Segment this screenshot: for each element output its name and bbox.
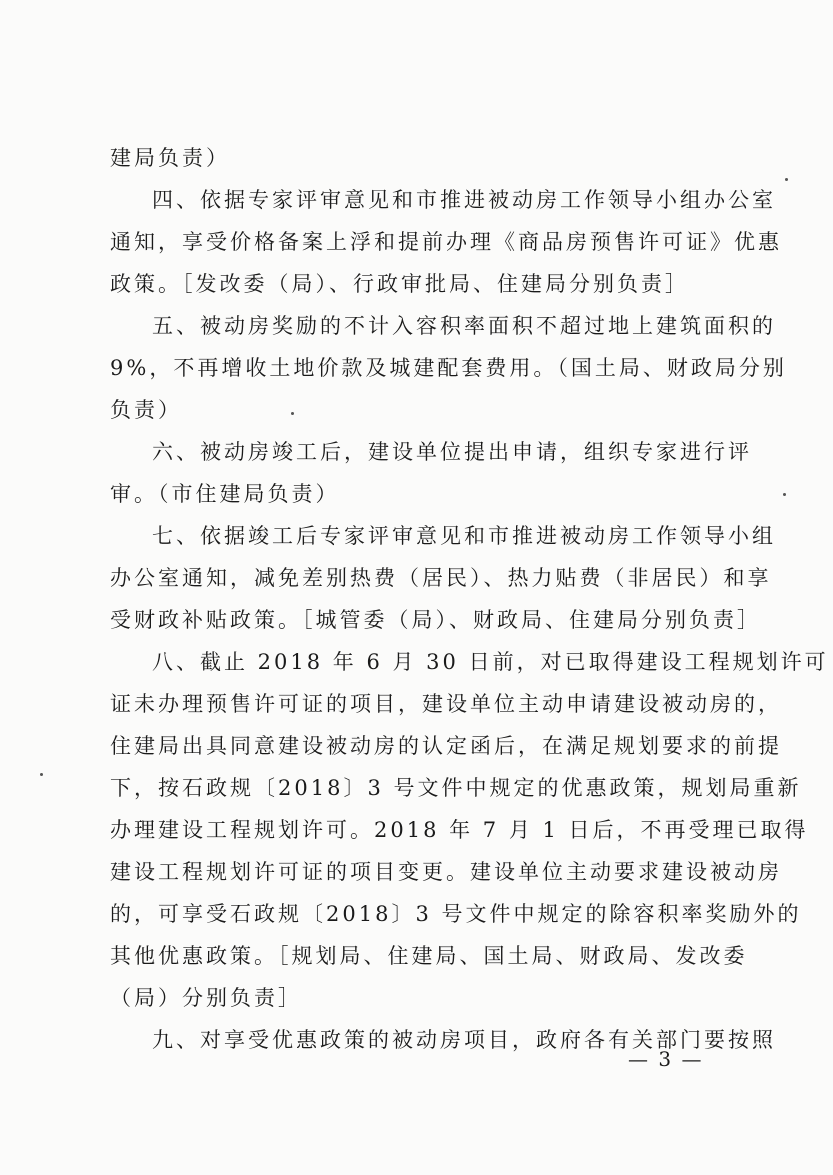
text-line-15: 住建局出具同意建设被动房的认定函后，在满足规划要求的前提 <box>110 734 782 758</box>
text-line-12: 受财政补贴政策。［城管委（局）、财政局、住建局分别负责］ <box>110 608 761 632</box>
text-line-21: （局）分别负责］ <box>110 986 302 1010</box>
text-line-17: 办理建设工程规划许可。2018 年 7 月 1 日后，不再受理已取得 <box>110 818 809 842</box>
scan-speck <box>40 773 43 776</box>
scan-speck <box>783 493 786 496</box>
page-number: — 3 — <box>628 1047 704 1071</box>
text-line-1: 建局负责） <box>110 146 230 170</box>
text-line-20: 其他优惠政策。［规划局、住建局、国土局、财政局、发改委 <box>110 944 748 968</box>
text-line-16: 下，按石政规〔2018〕3 号文件中规定的优惠政策，规划局重新 <box>110 776 802 800</box>
text-line-10: 七、依据竣工后专家评审意见和市推进被动房工作领导小组 <box>152 524 776 548</box>
text-line-22: 九、对享受优惠政策的被动房项目，政府各有关部门要按照 <box>152 1028 776 1052</box>
text-line-19: 的，可享受石政规〔2018〕3 号文件中规定的除容积率奖励外的 <box>110 902 802 926</box>
scan-speck <box>785 178 788 181</box>
text-line-5: 五、被动房奖励的不计入容积率面积不超过地上建筑面积的 <box>152 314 776 338</box>
text-line-18: 建设工程规划许可证的项目变更。建设单位主动要求建设被动房 <box>110 860 782 884</box>
text-line-2: 四、依据专家评审意见和市推进被动房工作领导小组办公室 <box>152 188 776 212</box>
text-line-7: 负责） <box>110 398 182 422</box>
text-line-8: 六、被动房竣工后，建设单位提出申请，组织专家进行评 <box>152 440 752 464</box>
text-line-6: 9%，不再增收土地价款及城建配套费用。（国土局、财政局分别 <box>110 356 787 380</box>
text-line-9: 审。（市住建局负责） <box>110 482 340 506</box>
text-line-3: 通知，享受价格备案上浮和提前办理《商品房预售许可证》优惠 <box>110 230 782 254</box>
scan-speck <box>291 412 294 415</box>
text-line-13: 八、截止 2018 年 6 月 30 日前，对已取得建设工程规划许可 <box>152 650 829 674</box>
text-line-11: 办公室通知，减免差别热费（居民）、热力贴费（非居民）和享 <box>110 566 772 590</box>
text-line-4: 政策。［发改委（局）、行政审批局、住建局分别负责］ <box>110 272 689 296</box>
text-line-14: 证未办理预售许可证的项目，建设单位主动申请建设被动房的， <box>110 692 782 716</box>
